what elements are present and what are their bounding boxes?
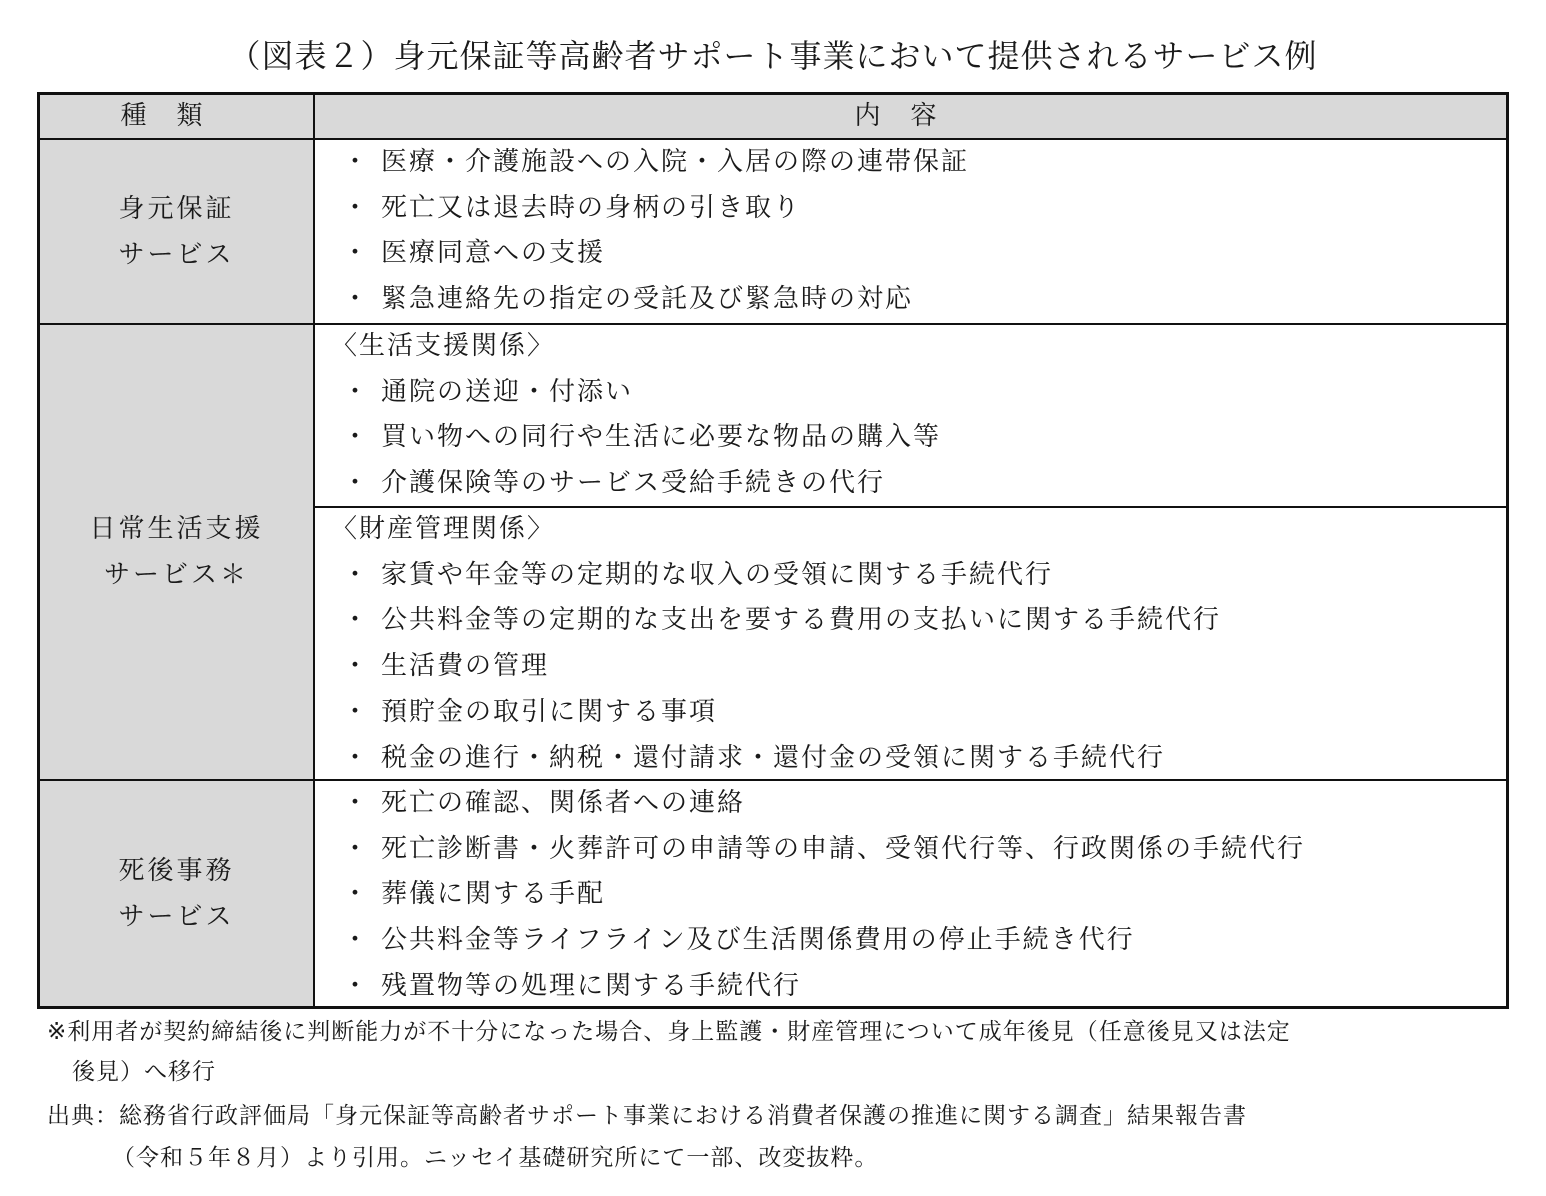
bullet: ・ (341, 192, 370, 223)
page-title: （図表２）身元保証等高齢者サポート事業において提供されるサービス例 (228, 37, 1318, 75)
list-item (331, 644, 1501, 690)
bullet: ・ (341, 742, 370, 773)
list-item (331, 690, 1501, 736)
item-text: 医療・介護施設への入院・入居の際の連帯保証 (381, 147, 970, 177)
column-divider (313, 95, 315, 1006)
type-cell-posthumous-affairs (40, 781, 313, 1006)
type-label-line1: 死後事務 (118, 855, 235, 886)
item-text: 死亡又は退去時の身柄の引き取り (381, 192, 802, 223)
item-text: 残置物等の処理に関する手続代行 (381, 970, 802, 1001)
group-heading: 〈財産管理関係〉 (331, 514, 556, 544)
bullet: ・ (341, 147, 370, 177)
item-text: 税金の進行・納税・還付請求・還付金の受領に関する手続代行 (381, 742, 1166, 773)
bullet: ・ (341, 559, 370, 590)
type-cell-identity-guarantee (40, 140, 313, 323)
bullet: ・ (341, 879, 370, 910)
bullet: ・ (341, 284, 370, 315)
list-item (331, 140, 1501, 186)
list-item (331, 736, 1501, 782)
bullet: ・ (341, 970, 370, 1001)
content-cell-posthumous-affairs (331, 781, 1501, 1010)
header-content: 内容 (854, 101, 967, 131)
list-item (331, 277, 1501, 323)
item-text: 死亡の確認、関係者への連絡 (381, 788, 746, 818)
list-item (331, 186, 1501, 232)
bullet: ・ (341, 238, 370, 269)
header-type: 種類 (120, 101, 233, 131)
table-header (40, 95, 1506, 140)
source-note-line2: （令和５年８月）より引用。ニッセイ基礎研究所にて一部、改変抜粋。 (112, 1145, 879, 1171)
type-label-line1: 日常生活支援 (89, 514, 264, 544)
item-text: 公共料金等の定期的な支出を要する費用の支払いに関する手続代行 (381, 605, 1222, 636)
bullet: ・ (341, 468, 370, 499)
item-text: 医療同意への支援 (381, 238, 606, 269)
item-text: 生活費の管理 (381, 651, 550, 682)
type-label-line1: 身元保証 (118, 193, 235, 224)
item-text: 死亡診断書・火葬許可の申請等の申請、受領代行等、行政関係の手続代行 (381, 833, 1306, 864)
list-item (331, 370, 1501, 416)
list-item (331, 781, 1501, 827)
item-text: 公共料金等ライフライン及び生活関係費用の停止手続き代行 (381, 925, 1135, 956)
bullet: ・ (341, 833, 370, 864)
group-heading: 〈生活支援関係〉 (331, 331, 556, 361)
type-label-line2: サービス (118, 239, 235, 270)
bullet: ・ (341, 788, 370, 818)
bullet: ・ (341, 422, 370, 453)
type-label-line2: サービス (118, 901, 235, 932)
asterisk-note-line2: 後見）へ移行 (72, 1059, 216, 1085)
item-text: 家賃や年金等の定期的な収入の受領に関する手続代行 (381, 559, 1054, 590)
type-label-line2: サービス＊ (103, 560, 249, 590)
list-item (331, 964, 1501, 1010)
bullet: ・ (341, 376, 370, 407)
bullet: ・ (341, 605, 370, 636)
item-text: 葬儀に関する手配 (381, 879, 606, 910)
item-text: 通院の送迎・付添い (381, 376, 634, 407)
item-text: 買い物への同行や生活に必要な物品の購入等 (381, 422, 942, 453)
list-item (331, 415, 1501, 461)
content-cell-life-support-group (331, 324, 1501, 507)
item-text: 預貯金の取引に関する事項 (381, 696, 718, 727)
item-text: 緊急連絡先の指定の受託及び緊急時の対応 (381, 284, 914, 315)
bullet: ・ (341, 925, 370, 956)
services-table (37, 92, 1509, 1009)
type-cell-daily-life-support (40, 325, 313, 779)
list-item (331, 553, 1501, 599)
list-item (331, 872, 1501, 918)
list-item (331, 598, 1501, 644)
content-cell-asset-management-group (331, 507, 1501, 781)
asterisk-note-line1: ※利用者が契約締結後に判断能力が不十分になった場合、身上監護・財産管理について成年後見（任意後見又は法定 (47, 1019, 1291, 1045)
content-cell-identity-guarantee (331, 140, 1501, 323)
list-item (331, 231, 1501, 277)
list-item (331, 918, 1501, 964)
source-note-line1: 出典：総務省行政評価局「身元保証等高齢者サポート事業における消費者保護の推進に関する調査」結果報告書 (47, 1103, 1247, 1129)
bullet: ・ (341, 651, 370, 682)
item-text: 介護保険等のサービス受給手続きの代行 (381, 468, 886, 499)
list-item (331, 461, 1501, 507)
bullet: ・ (341, 696, 370, 727)
list-item (331, 827, 1501, 873)
